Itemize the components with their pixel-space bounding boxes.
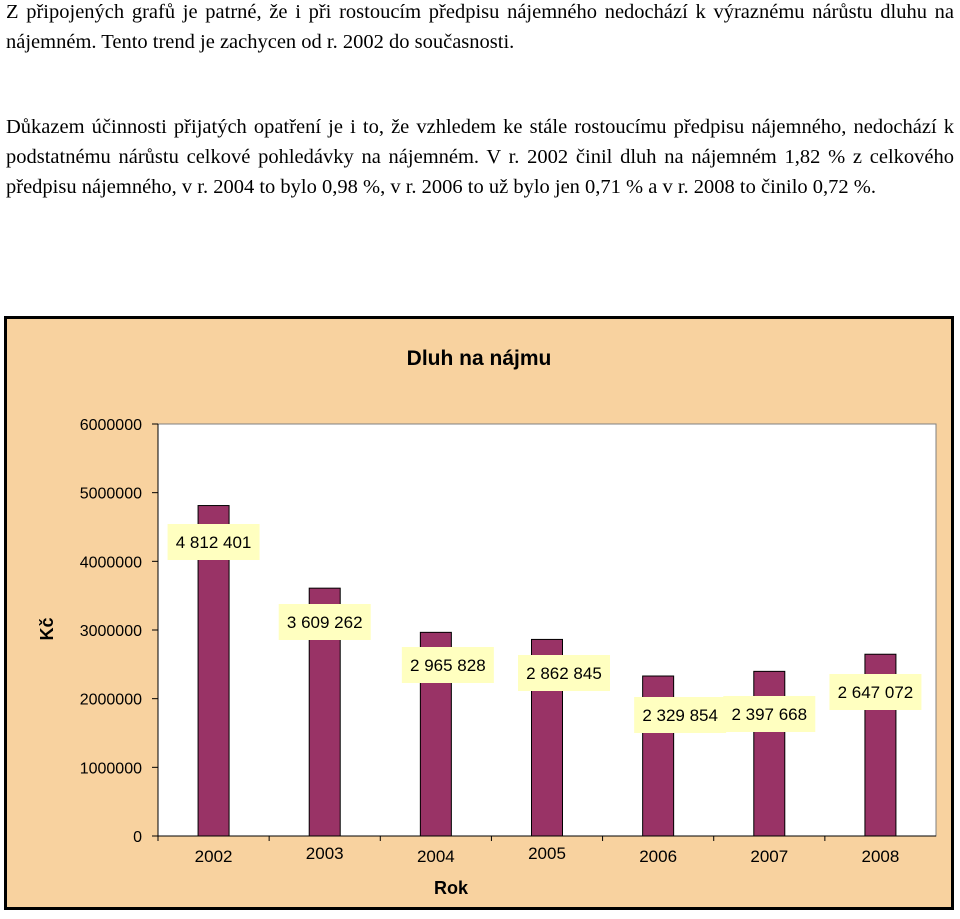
y-tick-label: 6000000 (79, 417, 142, 434)
y-tick-label: 3000000 (79, 623, 142, 640)
y-tick-label: 2000000 (79, 691, 142, 709)
y-tick-label: 0 (133, 829, 142, 846)
intro-paragraph: Z připojených grafů je patrné, že i při rostoucím předpisu nájemného nedochází k výraznému nárůstu dluhu na nájemném. Tento trend je zachycen od r. 2002 do současnosti. (6, 1, 954, 53)
data-label: 2 397 668 (731, 705, 808, 724)
data-label: 2 862 845 (526, 664, 602, 683)
x-axis-label: Rok (433, 878, 469, 898)
x-tick-label: 2008 (861, 847, 900, 866)
y-tick-label: 1000000 (79, 760, 142, 778)
x-tick-label: 2007 (750, 847, 789, 866)
chart-title: Dluh na nájmu (406, 347, 552, 370)
x-tick-label: 2002 (194, 847, 233, 866)
x-tick-label: 2003 (305, 844, 344, 863)
evidence-paragraph: Důkazem účinnosti přijatých opatření je i to, že vzhledem ke stále rostoucímu předpisu nájemného, nedochází k podstatnému nárůstu celkové pohledávky na nájemném. V r. 2002 činil dluh na nájemném 1,82 % z celkového předpisu nájemného, v r. 2004 to bylo 0,98 %, v r. 2006 to už bylo jen 0,71 % a v r. 2008 to činilo 0,72 %. (6, 116, 954, 198)
data-label: 2 647 072 (837, 683, 914, 702)
y-tick-label: 5000000 (79, 485, 142, 503)
y-tick-label: 4000000 (79, 554, 142, 572)
x-tick-label: 2004 (416, 847, 455, 866)
plot-layer (80, 417, 936, 866)
y-axis-label: Kč (37, 617, 57, 641)
data-label: 3 609 262 (286, 613, 363, 632)
data-label: 4 812 401 (175, 533, 252, 552)
x-tick-label: 2005 (528, 844, 566, 863)
data-label: 2 329 854 (642, 706, 718, 725)
x-tick-label: 2006 (639, 847, 678, 866)
data-label: 2 965 828 (410, 656, 486, 675)
